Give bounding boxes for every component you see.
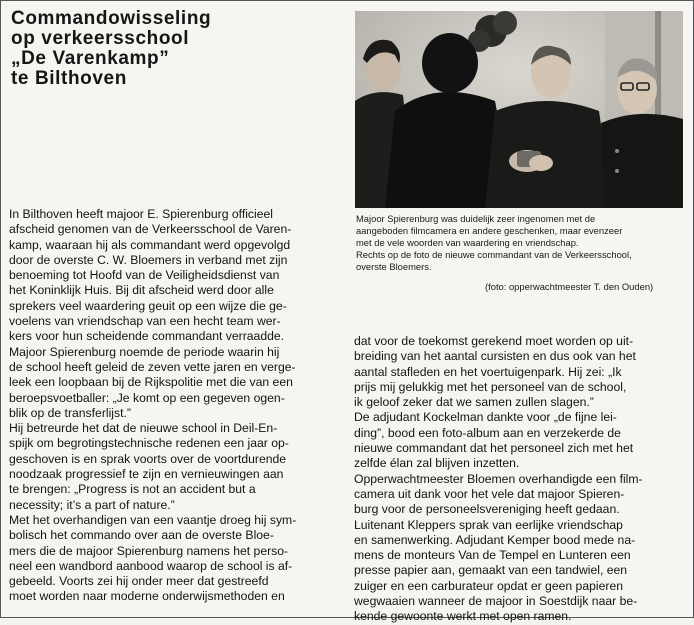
article-body-right-column: dat voor de toekomst gerekend moet worden op uit- breiding van het aantal cursisten en dus ook van het aantal stafleden en het voertuigenpark. Hij zei: „Ik prijs mij gelukkig met het personeel van de school, ik geloof zeker dat we samen zullen slagen.” De adjudant Kockelman dankte voor „de fijne lei- ding”, bood een foto-album aan en verzekerde de nieuwe commandant dat het personeel zich met het zelfde élan zal blijven inzetten. Opperwachtmeester Bloemen overhandigde een film- camera uit dank voor het vele dat majoor Spieren- burg voor de personeelsvereniging heeft gedaan. Luitenant Kleppers sprak van eerlijke vriendschap en samenwerking. Adjudant Kemper bood mede na- mens de monteurs Van de Tempel en Lunteren een presse papier aan, gemaakt van een tandwiel, een zuiger en een carburateur opdat er geen papieren wegwaaien wanneer de majoor in Soestdijk naar be- kende gewoonte werkt met open ramen. [354,334,643,624]
article-photo [355,11,683,208]
photo-caption: Majoor Spierenburg was duidelijk zeer ingenomen met de aangeboden filmcamera en andere geschenken, maar evenzeer met de vele woorden van waardering en vriendschap. Rechts op de foto de nieuwe commandant van de Verkeersschool, overste Bloemers. [356,213,632,272]
photo-illustration [355,11,683,208]
article-headline: Commandowisseling op verkeersschool „De Varenkamp” te Bilthoven [11,8,212,89]
photo-credit: (foto: opperwachtmeester T. den Ouden) [485,281,654,292]
article-body-left-column: In Bilthoven heeft majoor E. Spierenburg officieel afscheid genomen van de Verkeersschool de Varen- kamp, waaraan hij als commandant werd opgevolgd door de overste C. W. Bloemers in verband met zijn benoeming tot Hoofd van de Veiligheidsdienst van het Koninklijk Huis. Bij dit afscheid werd door alle sprekers veel waardering geuit op een wijze die ge- voelens van vriendschap van een hecht team wer- kers voor hun scheidende commandant verraadde. Majoor Spierenburg noemde de periode waarin hij de school heeft geleid de zeven vette jaren en verge- leek een loopbaan bij de Rijkspolitie met die van een beroepsvoetballer: „Je komt op een gegeven ogen- blik op de transferlijst.” Hij betreurde het dat de nieuwe school in Deil-En- spijk om begrotingstechnische redenen een jaar op- geschoven is en sprak voorts over de voortdurende noodzaak progressief te zijn en vernieuwingen aan te brengen: „Progress is not an accident but a necessity; it’s a part of nature.” Met het overhandigen van een vaantje droeg hij sym- bolisch het commando over aan de overste Bloe- mers die de majoor Spierenburg namens het perso- neel een wandbord aanbood waarop de school is af- gebeeld. Voorts zei hij onder meer dat gestreefd moet worden naar moderne onderwijsmethoden en [9,207,297,604]
